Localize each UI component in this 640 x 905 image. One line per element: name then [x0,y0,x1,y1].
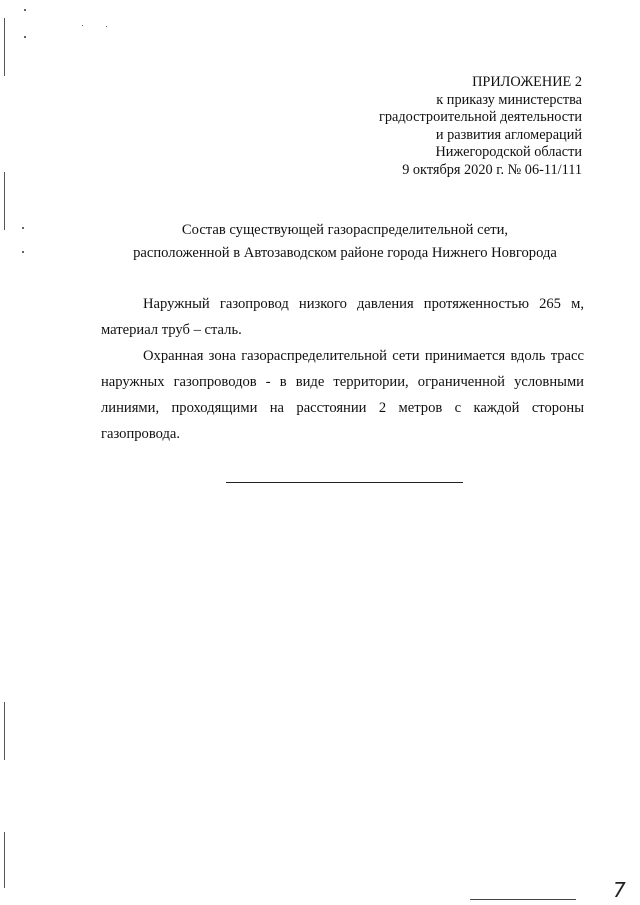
paragraph-pipeline [101,291,584,343]
document-title: Состав существующей газораспределительной сети, [181,222,509,238]
scan-dot [22,227,24,229]
scan-dot [24,36,26,38]
appendix-header [282,74,582,180]
scan-dot [82,25,83,26]
appendix-order-ref: к приказу министерства [436,91,582,108]
appendix-ministry-line: и развития агломераций [435,126,582,143]
scan-edge-line [4,172,5,230]
paragraph-line: Охранная зона газораспределительной сети принимается вдоль трасс [143,348,584,364]
scan-edge-line [4,702,5,760]
closing-divider [226,482,463,483]
footer-divider [470,899,576,900]
document-title: расположенной в Автозаводском районе города Нижнего Новгорода [133,245,557,261]
paragraph-line: материал труб – сталь. [101,322,242,338]
paragraph-line: линиями, проходящими на расстоянии 2 метров с каждой стороны [101,400,584,416]
appendix-ministry-line: градостроительной деятельности [379,109,582,126]
scan-edge-line [4,832,5,888]
paragraph-protection-zone [101,343,584,447]
appendix-number: ПРИЛОЖЕНИЕ 2 [472,74,582,90]
scan-dot [24,9,26,11]
paragraph-line: наружных газопроводов - в виде территории, ограниченной условными [101,374,584,390]
paragraph-line: газопровода. [101,426,181,442]
scan-dot [106,26,107,27]
scan-dot [22,251,24,253]
appendix-date-number: 9 октября 2020 г. № 06-11/111 [402,161,582,178]
paragraph-line: Наружный газопровод низкого давления протяженностью 265 м, [143,296,584,312]
appendix-region: Нижегородской области [435,144,582,161]
scan-edge-line [4,18,5,76]
page-number: 7 [613,878,626,902]
